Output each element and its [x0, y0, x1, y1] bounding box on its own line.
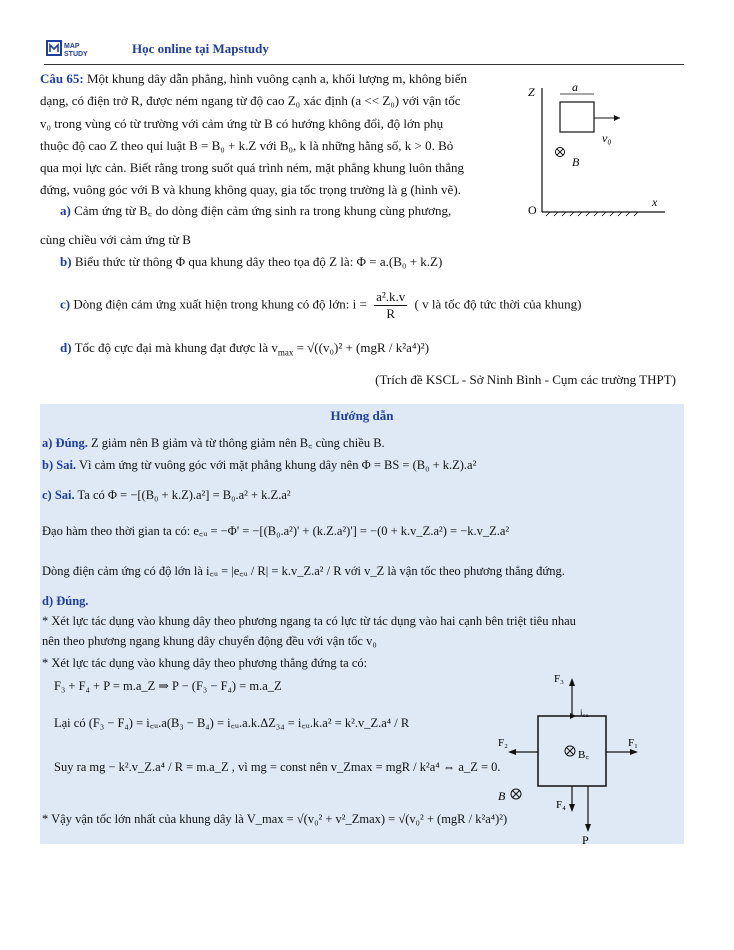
fig1-v0-label: v₀ [602, 131, 612, 145]
statement-c: c) Dòng điện cảm ứng xuất hiện trong khung có độ lớn: i = $\frac{\text{a².k.v}}{R}$ ( v là tốc độ tức thời của khung) [60, 289, 582, 321]
question-line-6: đứng, vuông góc với B và khung không quay, gia tốc trọng trường là g (hình vẽ). [40, 182, 461, 198]
solution-d-line-4: F₃ + F₄ + P = m.a_Z ⇒ P − (F₃ − F₄) = m.a_Z [54, 679, 282, 693]
fig1-o-label: O [528, 203, 537, 217]
statement-c-fraction: $\frac{\text{a².k.v}}{R}$ [376, 289, 406, 321]
fig1-b-label: B [572, 155, 580, 169]
fig2-f1-label: F₁ [628, 737, 638, 749]
solution-d-label: d) Đúng. [42, 594, 89, 608]
statement-a: a) Cảm ứng từ B꜀ do dòng điện cảm ứng sinh ra trong khung cùng phương, [60, 203, 452, 218]
solution-d-line-7: * Vậy vận tốc lớn nhất của khung dây là V_max = √(v₀² + v²_Zmax) = √(v₀² + (mgR / k²a⁴)²) [42, 812, 508, 826]
statement-b: b) Biểu thức từ thông Φ qua khung dây theo tọa độ Z là: Φ = a.(B₀ + k.Z) [60, 254, 443, 269]
fig1-a-label: a [572, 80, 578, 94]
fig2-f3-label: F₃ [554, 673, 564, 685]
solution-d-line-3: * Xét lực tác dụng vào khung dây theo phương thẳng đứng ta có: [42, 656, 368, 670]
problem-figure [520, 80, 670, 220]
solution-d-line-5: Lại có (F₃ − F₄) = i꜀ᵤ.a(B₃ − B₄) = i꜀ᵤ.a.k.ΔZ₃₄ = i꜀ᵤ.k.a² = k².v_Z.a⁴ / R [54, 716, 410, 730]
page-header [44, 38, 684, 65]
question-line-3: v₀ trong vùng có từ trường với cảm ứng từ B có hướng không đổi, độ lớn phụ [40, 115, 444, 131]
source-citation: (Trích đề KSCL - Sở Ninh Bình - Cụm các trường THPT) [375, 372, 676, 387]
fig2-b-label: B [498, 789, 506, 803]
svg-text:STUDY: STUDY [64, 51, 88, 58]
fig2-f2-label: F₂ [498, 737, 508, 749]
solution-b: b) Sai. Vì cảm ứng từ vuông góc với mặt phẳng khung dây nên Φ = BS = (B₀ + k.Z).a² [42, 458, 477, 472]
solution-c: c) Sai. Ta có Φ = −[(B₀ + k.Z).a²] = B₀.a² + k.Z.a² [42, 488, 291, 502]
force-diagram [490, 668, 640, 848]
question-line-1: Một khung dây dẫn phẳng, hình vuông cạnh a, khối lượng m, không biến [86, 71, 467, 86]
question-line-2: dạng, có điện trở R, được ném ngang từ độ cao Z₀ xác định (a << Z₀) với vận tốc [40, 93, 461, 109]
solution-d-line-1: * Xét lực tác dụng vào khung dây theo phương ngang ta có lực từ tác dụng vào hai cạnh bên triệt tiêu nhau [42, 614, 576, 628]
solution-c-current: Dòng điện cảm ứng có độ lớn là i꜀ᵤ = |e꜀ᵤ / R| = k.v_Z.a² / R với v_Z là vận tốc theo phương thẳng đứng. [42, 564, 565, 578]
fig1-x-label: x [652, 195, 658, 209]
svg-text:MAP: MAP [64, 43, 80, 50]
fig2-bc-label: B꜀ [578, 749, 590, 761]
question-line-4: thuộc độ cao Z theo qui luật B = B₀ + k.Z với B₀, k là những hằng số, k > 0. Bỏ [40, 137, 454, 153]
solution-c-derivative: Đạo hàm theo thời gian ta có: e꜀ᵤ = −Φ' = −[(B₀.a²)' + (k.Z.a²)'] = −(0 + k.v_Z.a²) = −k.v_Z.a² [42, 524, 510, 538]
question-line-5: qua mọi lực cản. Biết rằng trong suốt quá trình ném, mặt phẳng khung luôn thẳng [40, 160, 465, 176]
statement-a-cont: cùng chiều với cảm ứng từ B [40, 232, 191, 247]
solution-d-line-6: Suy ra mg − k².v_Z.a⁴ / R = m.a_Z , vì mg = const nên v_Zmax = mgR / k²a⁴ ⇔ a_Z = 0. [54, 760, 501, 774]
brand-title: Học online tại Mapstudy [132, 41, 269, 56]
fig2-f4-label: F₄ [556, 799, 566, 811]
solution-d-line-2: nên theo phương ngang khung dây chuyển động đều với vận tốc v₀ [42, 634, 377, 648]
fig2-p-label: P [582, 833, 589, 847]
fig2-icu-label: i꜀ᵤ [580, 708, 589, 718]
question-number: Câu 65: [40, 71, 84, 86]
question-text [40, 68, 520, 202]
mapstudy-logo [46, 38, 90, 60]
solution-a: a) Đúng. Z giảm nên B giảm và từ thông giảm nên B꜀ cùng chiều B. [42, 436, 385, 450]
solution-title: Hướng dẫn [330, 408, 394, 423]
statement-d: d) Tốc độ cực đại mà khung đạt được là $v_{max} = √((v_0)^2 + (mgR / k^2a^4)^2)$ [60, 340, 430, 358]
fig1-z-label: Z [528, 85, 535, 99]
